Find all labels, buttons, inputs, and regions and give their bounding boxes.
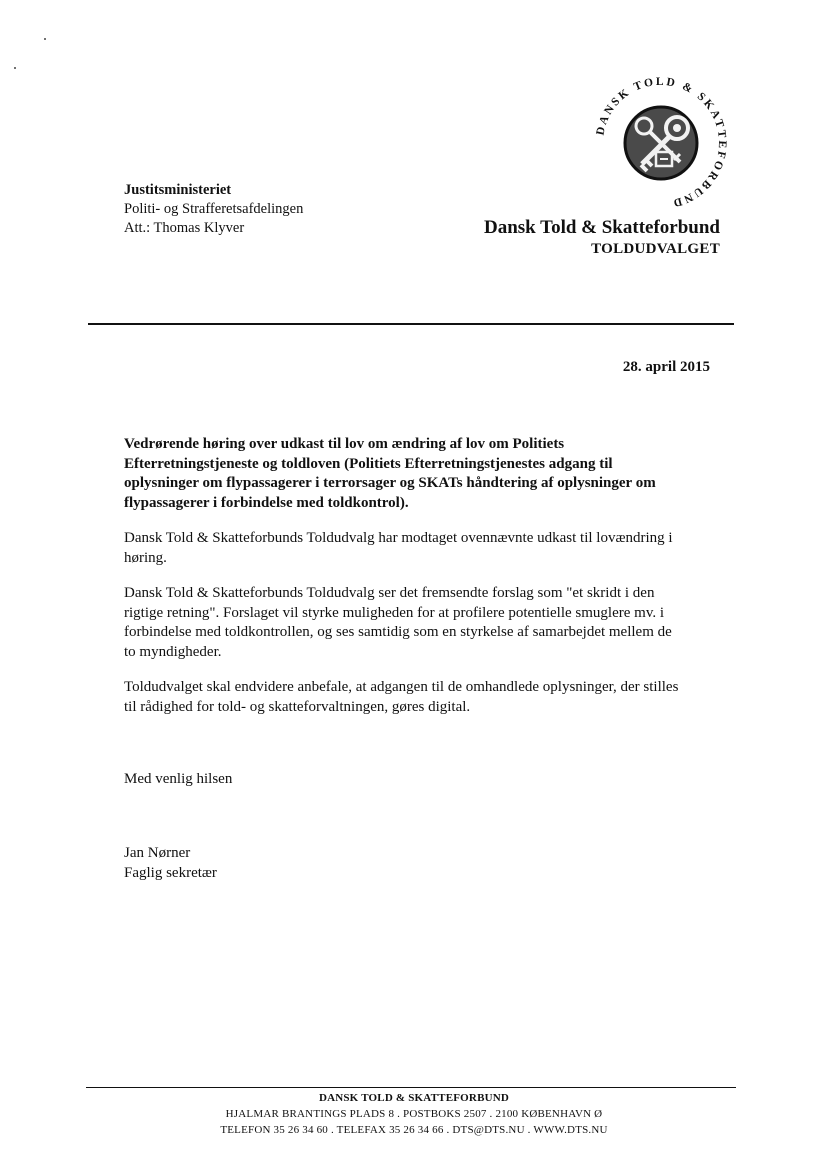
signer-name: Jan Nørner (124, 845, 191, 861)
body-paragraph: Dansk Told & Skatteforbunds Toldudvalg har modtaget ovennævnte udkast til lovændring i høring. (124, 530, 673, 566)
footer-address: HJALMAR BRANTINGS PLADS 8 . POSTBOKS 2507 . 2100 KØBENHAVN Ø (225, 1108, 603, 1120)
body-paragraph: Dansk Told & Skatteforbunds Toldudvalg ser det fremsendte forslag som "et skridt i den rigtige retning". Forslaget vil styrke muligheden for at profilere potentielle smuglere mv. i forbindelse med toldkontrollen, og ses samtidig som en styrkelse af samarbejdet mellem de to myndigheder. (124, 585, 672, 660)
recipient-attention: Att.: Thomas Klyver (124, 220, 245, 236)
letter-subject: Vedrørende høring over udkast til lov om ændring af lov om Politiets Efterretningstjeneste og toldloven (Politiets Efterretningstjenestes adgang til oplysninger om flypassagerer i terrorsager og SKATs håndtering af oplysninger om flypassagerer i forbindelse med toldkontrol). (124, 436, 656, 511)
scan-speck (44, 38, 46, 40)
footer-organization: DANSK TOLD & SKATTEFORBUND (318, 1092, 510, 1104)
recipient-name: Justitsministeriet (124, 182, 232, 198)
signer-title: Faglig sekretær (124, 864, 217, 881)
body-paragraph: Toldudvalget skal endvidere anbefale, at adgangen til de omhandlede oplysninger, der stilles til rådighed for told- og skatteforvaltningen, gøres digital. (124, 679, 679, 715)
letter-footer (0, 1090, 828, 1138)
letter-date: 28. april 2015 (622, 359, 710, 375)
organization-logo (586, 68, 736, 218)
signature-block (124, 844, 684, 883)
header-divider (88, 323, 734, 325)
footer-divider (86, 1087, 736, 1088)
footer-contact: TELEFON 35 26 34 60 . TELEFAX 35 26 34 66 . DTS@DTS.NU . WWW.DTS.NU (220, 1124, 608, 1136)
logo-ring-text: DANSK TOLD & SKATTEFORBUND (594, 75, 729, 210)
recipient-address (124, 181, 303, 238)
scan-speck (14, 67, 16, 69)
recipient-department: Politi- og Strafferetsafdelingen (124, 201, 304, 217)
organization-committee: TOLDUDVALGET (591, 241, 720, 257)
crossed-keys-emblem-icon (625, 107, 697, 179)
organization-name: Dansk Told & Skatteforbund (483, 217, 720, 238)
organization-heading (484, 216, 720, 259)
closing-salutation: Med venlig hilsen (124, 771, 233, 787)
